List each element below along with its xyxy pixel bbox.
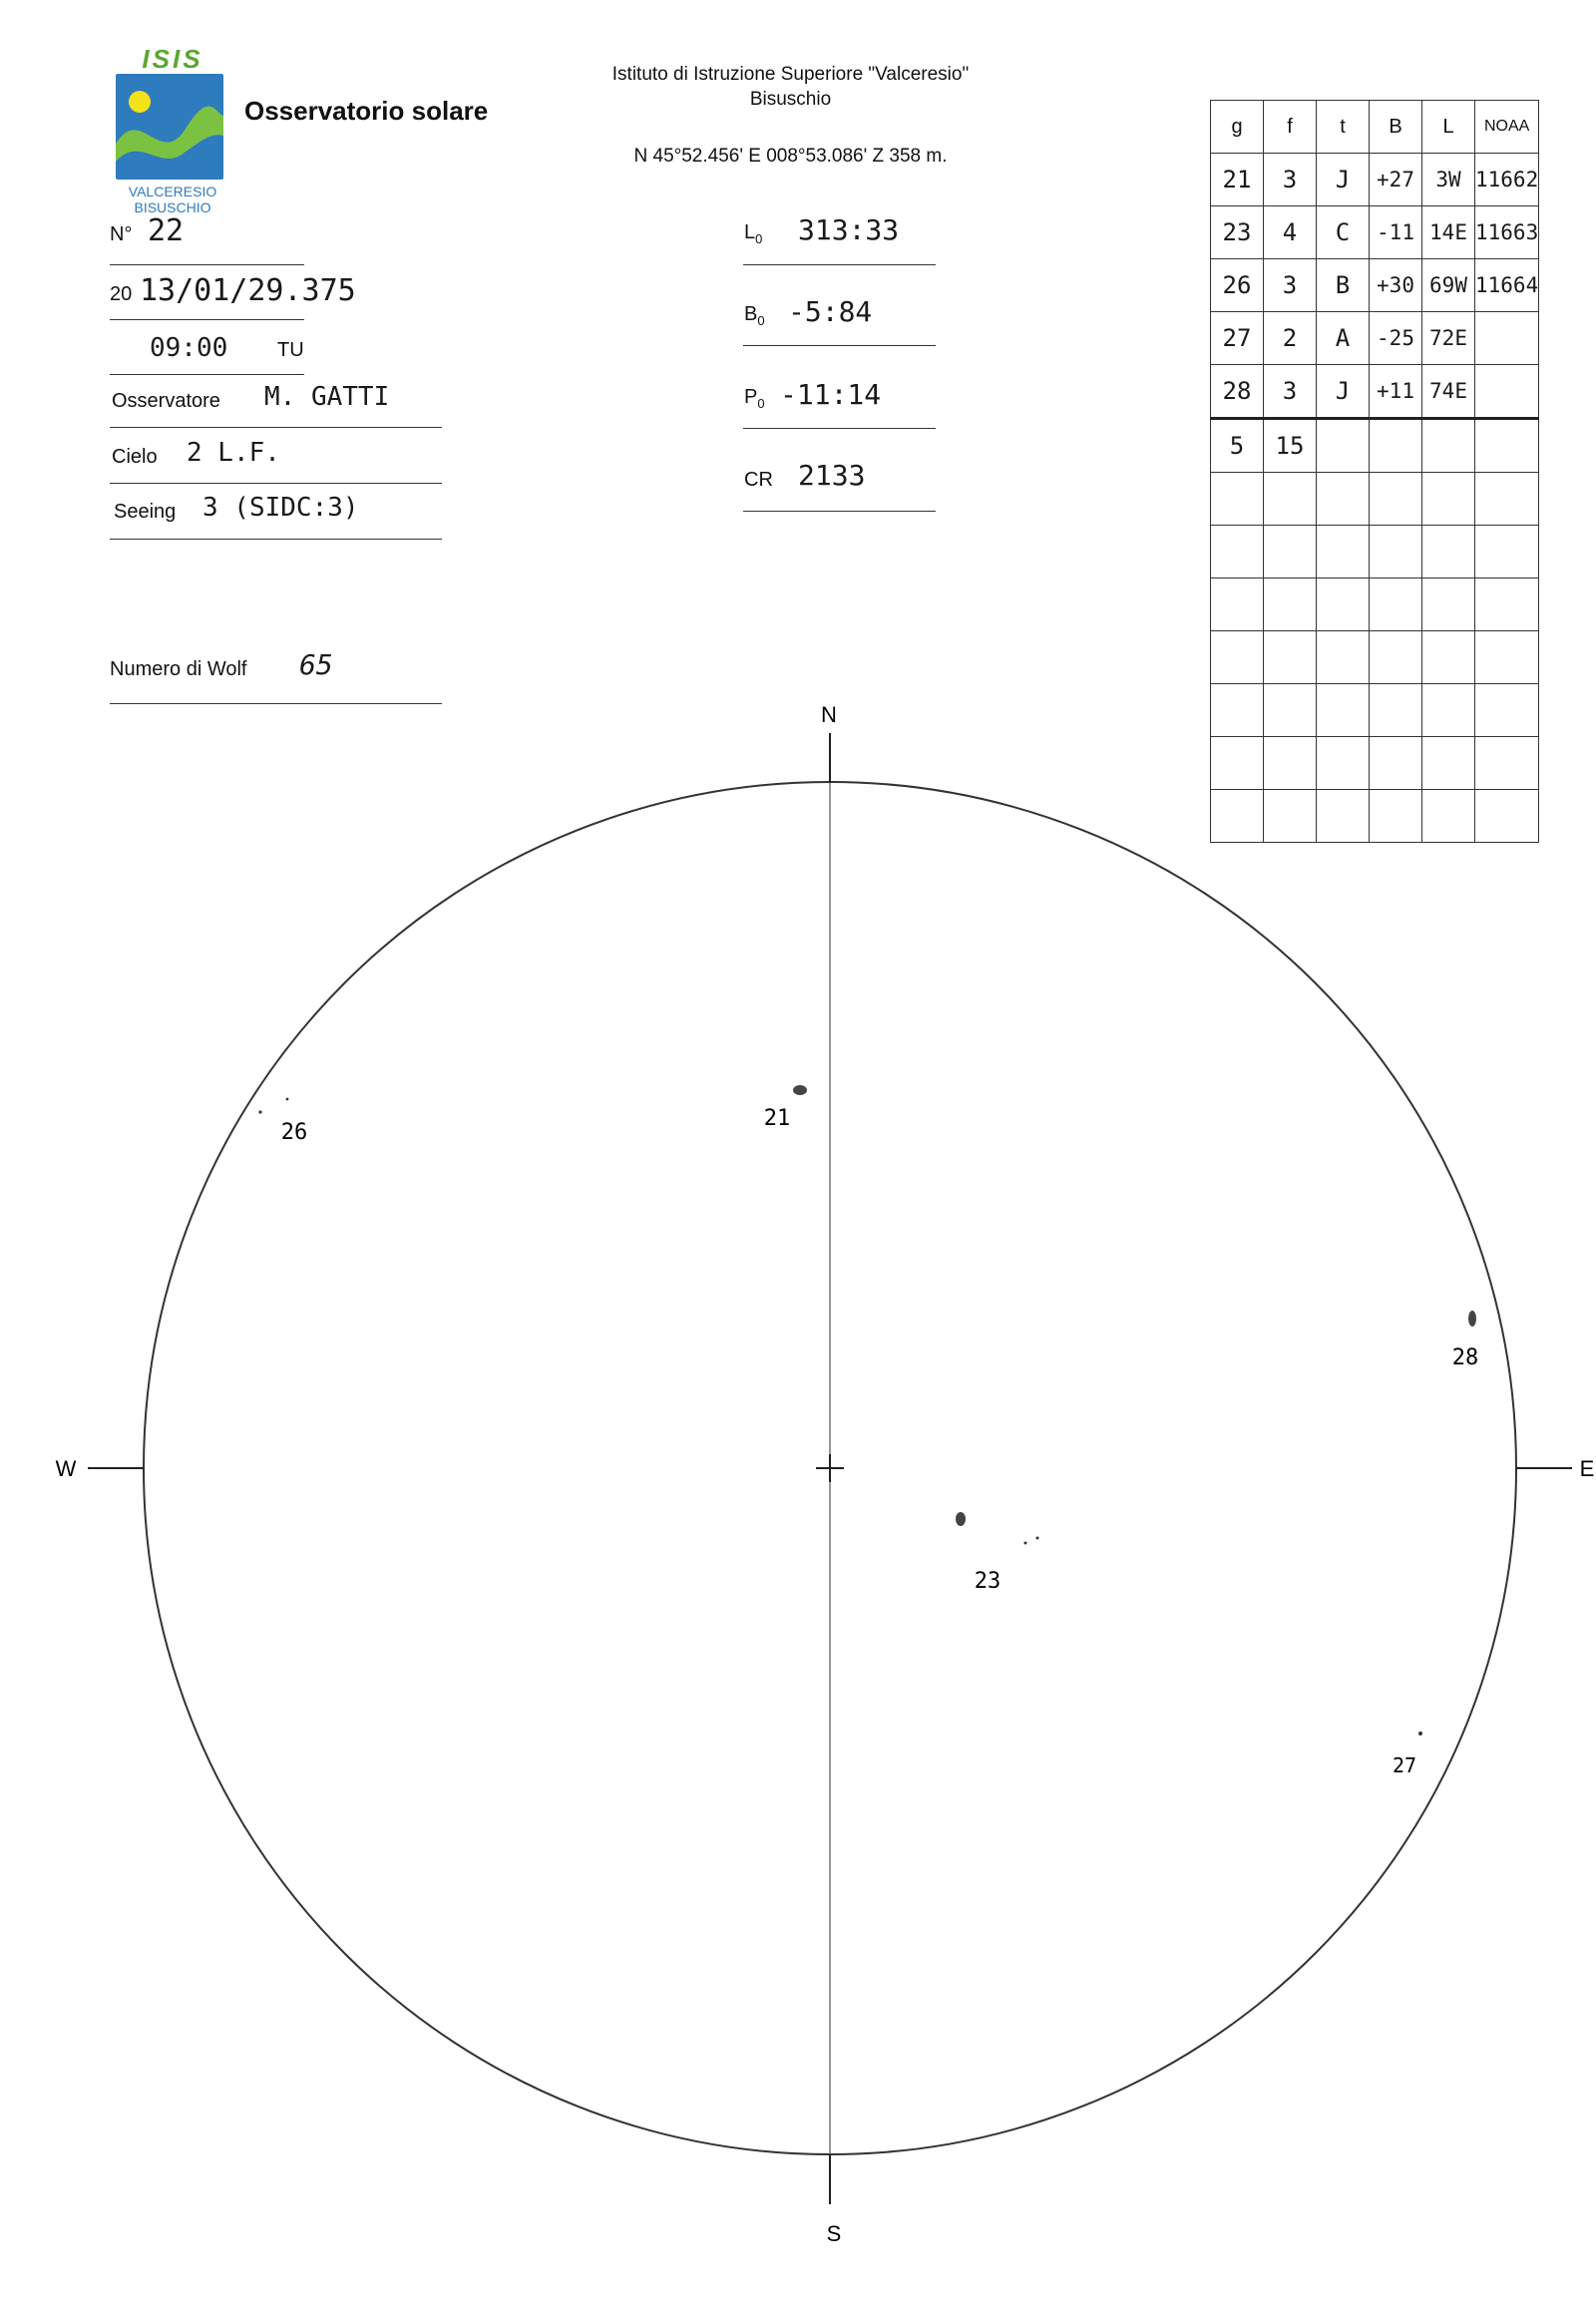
column-header: f: [1264, 101, 1317, 154]
table-cell: 2: [1264, 312, 1317, 365]
sunspot-group-23-mark: [1024, 1542, 1027, 1545]
table-cell: 74E: [1422, 365, 1475, 419]
table-cell: 27: [1211, 312, 1264, 365]
logo-caption: BISUSCHIO: [134, 199, 211, 215]
south-label: S: [826, 2221, 842, 2246]
table-cell: J: [1317, 154, 1370, 206]
cr-value: 2133: [798, 459, 866, 492]
table-cell: J: [1317, 365, 1370, 419]
number-value: 22: [148, 213, 185, 248]
sunspot-group-27-label: 27: [1392, 1753, 1417, 1777]
p0-value: -11:14: [780, 378, 882, 411]
table-cell: 11662: [1475, 154, 1539, 206]
north-label: N: [821, 702, 837, 727]
column-header: B: [1370, 101, 1422, 154]
time-unit: TU: [277, 339, 304, 361]
observatory-coordinates: N 45°52.456' E 008°53.086' Z 358 m.: [633, 146, 948, 167]
table-cell: 14E: [1422, 206, 1475, 259]
table-cell: C: [1317, 206, 1370, 259]
observatory-title: Osservatorio solare: [244, 96, 489, 126]
table-cell: 15: [1264, 419, 1317, 473]
table-cell: 26: [1211, 259, 1264, 312]
table-cell: 3: [1264, 259, 1317, 312]
sunspot-group-28-label: 28: [1451, 1345, 1479, 1370]
table-cell: 3: [1264, 154, 1317, 206]
sunspot-group-23-mark: [956, 1512, 966, 1526]
sunspot-group-27-mark: [1418, 1731, 1422, 1735]
column-header: L: [1422, 101, 1475, 154]
seeing-label: Seeing: [114, 501, 177, 523]
east-label: E: [1579, 1456, 1595, 1481]
column-header: NOAA: [1475, 101, 1539, 154]
sunspot-group-26-mark: [286, 1098, 289, 1101]
p0-subscript: 0: [757, 396, 765, 411]
table-cell: 4: [1264, 206, 1317, 259]
sunspot-group-21-label: 21: [763, 1106, 791, 1131]
table-cell: +11: [1370, 365, 1422, 419]
table-cell: 5: [1211, 419, 1264, 473]
table-cell: 11664: [1475, 259, 1539, 312]
logo-caption: VALCERESIO: [128, 184, 217, 199]
table-cell: +30: [1370, 259, 1422, 312]
table-cell: 23: [1211, 206, 1264, 259]
date-value: 13/01/29.375: [140, 273, 356, 308]
sunspot-group-26-label: 26: [280, 1120, 308, 1145]
l0-value: 313:33: [798, 213, 900, 246]
time-value: 09:00: [150, 333, 228, 363]
table-cell: 11663: [1475, 206, 1539, 259]
sunspot-group-23-label: 23: [974, 1569, 1001, 1594]
logo-text: ISIS: [142, 44, 203, 74]
p0-letter: P: [744, 386, 758, 408]
table-cell: A: [1317, 312, 1370, 365]
sunspot-group-21-mark: [793, 1085, 807, 1095]
l0-letter: L: [744, 221, 756, 243]
table-cell: 3W: [1422, 154, 1475, 206]
b0-subscript: 0: [757, 313, 765, 328]
table-cell: 3: [1264, 365, 1317, 419]
b0-letter: B: [744, 303, 758, 325]
table-cell: -25: [1370, 312, 1422, 365]
sunspot-group-28-mark: [1468, 1311, 1476, 1327]
table-cell: 72E: [1422, 312, 1475, 365]
observer-label: Osservatore: [112, 390, 220, 412]
cr-label: CR: [744, 469, 773, 491]
observer-value: M. GATTI: [264, 382, 390, 412]
table-cell: -11: [1370, 206, 1422, 259]
institute-name: Istituto di Istruzione Superiore "Valceresio": [611, 64, 970, 85]
table-cell: B: [1317, 259, 1370, 312]
number-label: N°: [110, 223, 133, 245]
institute-town: Bisuschio: [749, 89, 832, 110]
sunspot-group-23-mark: [1036, 1537, 1039, 1540]
table-cell: 21: [1211, 154, 1264, 206]
column-header: g: [1211, 101, 1264, 154]
table-cell: 28: [1211, 365, 1264, 419]
column-header: t: [1317, 101, 1370, 154]
wolf-value: 65: [299, 648, 333, 681]
wolf-label: Numero di Wolf: [110, 658, 247, 680]
sunspot-group-26-mark: [258, 1110, 261, 1113]
b0-value: -5:84: [788, 295, 873, 328]
date-prefix: 20: [110, 283, 133, 305]
sky-label: Cielo: [112, 446, 158, 468]
seeing-value: 3 (SIDC:3): [202, 493, 359, 523]
table-cell: +27: [1370, 154, 1422, 206]
sky-value: 2 L.F.: [187, 438, 280, 468]
l0-subscript: 0: [755, 231, 763, 246]
table-cell: 69W: [1422, 259, 1475, 312]
west-label: W: [55, 1456, 77, 1481]
